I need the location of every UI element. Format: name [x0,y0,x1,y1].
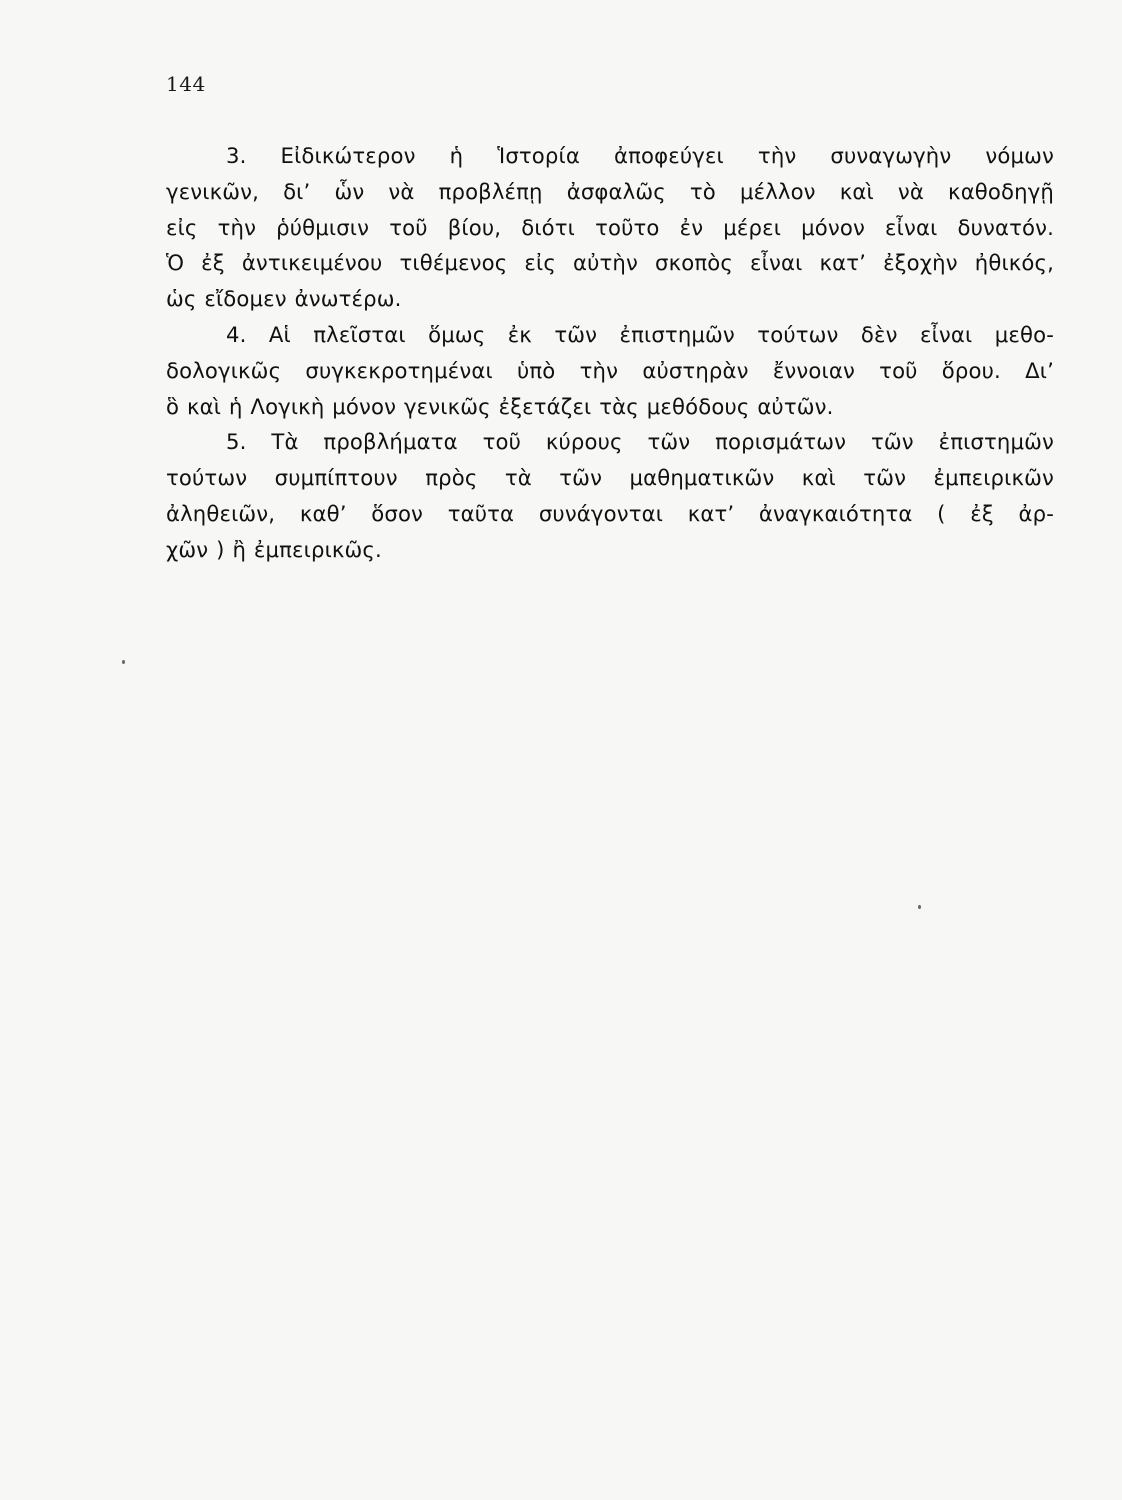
text-line: ὡς εἴδομεν ἀνωτέρω. [166,286,402,312]
body-text [166,138,1054,568]
stray-mark [918,905,921,909]
text-line: δολογικῶς συγκεκροτημέναι ὑπὸ τὴν αὐστηρὰν ἔννοιαν τοῦ ὅρου. Δι’ [166,357,1054,383]
text-line: ἀληθειῶν, καθ’ ὅσον ταῦτα συνάγονται κατ’ ἀναγκαιότητα ( ἐξ ἀρ- [166,500,1054,526]
stray-mark [122,660,125,664]
text-line: ὃ καὶ ἡ Λογικὴ μόνον γενικῶς ἐξετάζει τὰς μεθόδους αὐτῶν. [166,393,834,419]
text-line: τούτων συμπίπτουν πρὸς τὰ τῶν μαθηματικῶν καὶ τῶν ἐμπειρικῶν [166,465,1054,491]
page-number: 144 [166,72,206,96]
paragraph-5 [166,424,1054,567]
text-line: γενικῶν, δι’ ὧν νὰ προβλέπῃ ἀσφαλῶς τὸ μέλλον καὶ νὰ καθοδηγῇ [166,178,1054,204]
paragraph-3 [166,138,1054,317]
text-line: 3. Εἰδικώτερον ἡ Ἱστορία ἀποφεύγει τὴν συναγωγὴν νόμων [226,143,1054,168]
text-line: Ὁ ἐξ ἀντικειμένου τιθέμενος εἰς αὐτὴν σκοπὸς εἶναι κατ’ ἐξοχὴν ἠθικός, [166,250,1054,276]
text-line: 5. Τὰ προβλήματα τοῦ κύρους τῶν πορισμάτων τῶν ἐπιστημῶν [226,429,1054,455]
text-line: 4. Αἱ πλεῖσται ὅμως ἐκ τῶν ἐπιστημῶν τούτων δὲν εἶναι μεθο- [226,321,1054,347]
text-line: χῶν ) ἢ ἐμπειρικῶς. [166,536,382,562]
paragraph-4 [166,317,1054,424]
text-line: εἰς τὴν ῥύθμισιν τοῦ βίου, διότι τοῦτο ἐν μέρει μόνον εἶναι δυνατόν. [166,214,1054,240]
